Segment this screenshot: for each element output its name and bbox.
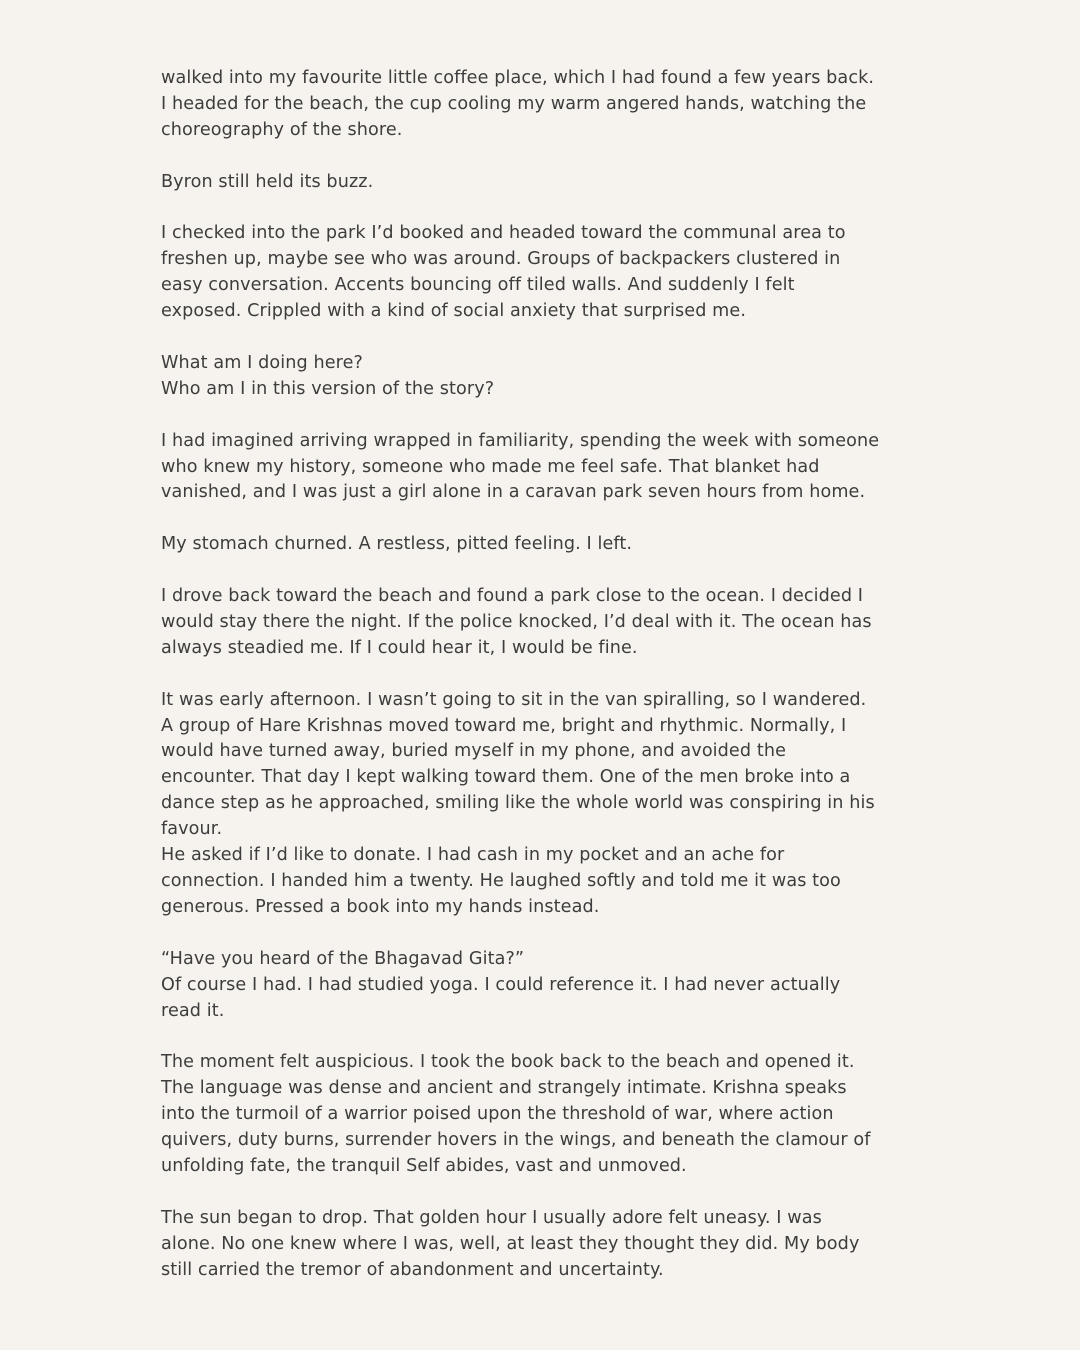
- text-line: I had imagined arriving wrapped in familiarity, spending the week with someone: [161, 430, 880, 451]
- text-line: exposed. Crippled with a kind of social anxiety that surprised me.: [161, 301, 747, 322]
- text-line: Of course I had. I had studied yoga. I could reference it. I had never actually: [161, 974, 841, 995]
- text-line: always steadied me. If I could hear it, I would be fine.: [161, 637, 638, 658]
- text-line: choreography of the shore.: [161, 119, 403, 140]
- paragraph-park: [161, 221, 901, 325]
- text-line: I headed for the beach, the cup cooling my warm angered hands, watching the: [161, 93, 867, 114]
- text-line: still carried the tremor of abandonment and uncertainty.: [161, 1259, 664, 1280]
- paragraph-byron: [161, 170, 901, 196]
- text-line: My stomach churned. A restless, pitted feeling. I left.: [161, 534, 633, 555]
- paragraph-ocean: [161, 584, 901, 662]
- text-line: I drove back toward the beach and found a park close to the ocean. I decided I: [161, 586, 864, 607]
- paragraph-gita-question: [161, 947, 901, 1025]
- text-line: vanished, and I was just a girl alone in a caravan park seven hours from home.: [161, 482, 866, 503]
- text-line: The language was dense and ancient and strangely intimate. Krishna speaks: [161, 1078, 847, 1099]
- paragraph-imagined: [161, 429, 901, 507]
- text-line: who knew my history, someone who made me feel safe. That blanket had: [161, 456, 820, 477]
- text-line: freshen up, maybe see who was around. Groups of backpackers clustered in: [161, 249, 841, 270]
- text-line: The moment felt auspicious. I took the book back to the beach and opened it.: [161, 1052, 855, 1073]
- text-line: The sun began to drop. That golden hour I usually adore felt uneasy. I was: [161, 1207, 822, 1228]
- text-line: quivers, duty burns, surrender hovers in the wings, and beneath the clamour of: [161, 1130, 871, 1151]
- text-line: What am I doing here?: [161, 352, 363, 373]
- text-line: connection. I handed him a twenty. He laughed softly and told me it was too: [161, 870, 841, 891]
- text-line: I checked into the park I’d booked and headed toward the communal area to: [161, 223, 846, 244]
- paragraph-krishnas: [161, 688, 901, 921]
- text-line: He asked if I’d like to donate. I had cash in my pocket and an ache for: [161, 845, 785, 866]
- text-line: “Have you heard of the Bhagavad Gita?”: [161, 948, 525, 969]
- text-line: unfolding fate, the tranquil Self abides, vast and unmoved.: [161, 1155, 687, 1176]
- text-line: into the turmoil of a warrior poised upon the threshold of war, where action: [161, 1104, 834, 1125]
- text-line: A group of Hare Krishnas moved toward me, bright and rhythmic. Normally, I: [161, 715, 847, 736]
- text-line: Byron still held its buzz.: [161, 171, 374, 192]
- text-line: would have turned away, buried myself in my phone, and avoided the: [161, 741, 786, 762]
- text-line: read it.: [161, 1000, 225, 1021]
- paragraph-coffee: [161, 66, 901, 144]
- paragraph-auspicious: [161, 1050, 901, 1180]
- text-line: encounter. That day I kept walking toward them. One of the men broke into a: [161, 767, 851, 788]
- paragraph-questions: [161, 351, 901, 403]
- text-line: walked into my favourite little coffee place, which I had found a few years back.: [161, 68, 875, 88]
- story-text: [161, 66, 901, 1309]
- text-line: It was early afternoon. I wasn’t going to sit in the van spiralling, so I wandered.: [161, 689, 867, 710]
- text-line: would stay there the night. If the police knocked, I’d deal with it. The ocean has: [161, 611, 872, 632]
- paragraph-stomach: [161, 532, 901, 558]
- text-line: generous. Pressed a book into my hands instead.: [161, 896, 600, 917]
- paragraph-sunset: [161, 1206, 901, 1284]
- text-line: easy conversation. Accents bouncing off tiled walls. And suddenly I felt: [161, 275, 795, 296]
- text-line: dance step as he approached, smiling like the whole world was conspiring in his: [161, 793, 875, 814]
- text-line: favour.: [161, 819, 223, 840]
- text-line: Who am I in this version of the story?: [161, 378, 495, 399]
- text-line: alone. No one knew where I was, well, at least they thought they did. My body: [161, 1233, 860, 1254]
